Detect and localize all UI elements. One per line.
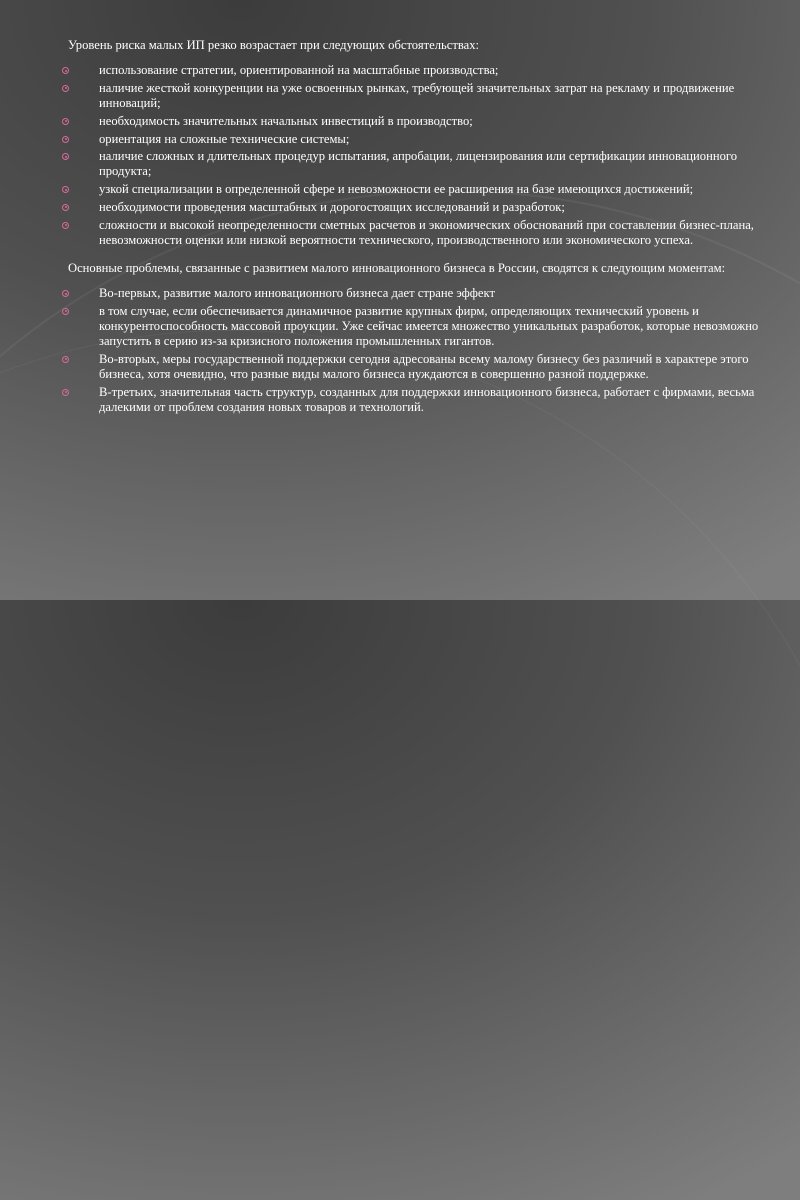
bullet-icon	[62, 356, 69, 363]
list-item-text: наличие жесткой конкуренции на уже освоенных рынках, требующей значительных затрат на рекламу и продвижение инноваций;	[99, 80, 735, 111]
problems-heading: Основные проблемы, связанные с развитием малого инновационного бизнеса в России, сводятся к следующим моментам:	[68, 260, 726, 275]
list-item	[60, 218, 768, 248]
list-item	[60, 352, 768, 382]
list-item-text: в том случае, если обеспечивается динамичное развитие крупных фирм, определяющих технический уровень и конкурентоспособность массовой проукции. Уже сейчас имеется множество уникальных разработок, которые невозможно запустить в серию из-за кризисного положения промышленных гигантов.	[99, 303, 759, 349]
bullet-icon	[62, 389, 69, 396]
list-item	[60, 149, 768, 179]
list-item-text: В-третьих, значительная часть структур, созданных для поддержки инновационного бизнеса, работает с фирмами, весьма далекими от проблем создания новых товаров и технологий.	[99, 384, 755, 415]
list-item	[60, 304, 768, 350]
bullet-icon	[62, 67, 69, 74]
list-item-text: необходимость значительных начальных инвестиций в производство;	[99, 113, 473, 128]
list-item-text: Во-первых, развитие малого инновационного бизнеса дает стране эффект	[99, 286, 495, 301]
bullet-icon	[62, 153, 69, 160]
list-item	[60, 63, 768, 78]
risk-factors-list	[60, 63, 768, 248]
list-item	[60, 132, 768, 147]
list-item	[60, 385, 768, 415]
bullet-icon	[62, 136, 69, 143]
list-item-text: использование стратегии, ориентированной на масштабные производства;	[99, 63, 499, 78]
problems-list	[60, 286, 768, 415]
bullet-icon	[62, 222, 69, 229]
list-item	[60, 182, 768, 197]
bullet-icon	[62, 308, 69, 315]
list-item-text: необходимости проведения масштабных и дорогостоящих исследований и разработок;	[99, 199, 565, 214]
bullet-icon	[62, 118, 69, 125]
list-item-text: ориентация на сложные технические системы;	[99, 131, 350, 146]
list-item-text: Во-вторых, меры государственной поддержки сегодня адресованы всему малому бизнесу без различий в характере этого бизнеса, хотя очевидно, что разные виды малого бизнеса нуждаются в совершенно разной поддержке.	[99, 351, 749, 382]
bullet-icon	[62, 85, 69, 92]
risk-heading: Уровень риска малых ИП резко возрастает при следующих обстоятельствах:	[68, 38, 480, 52]
list-item	[60, 286, 768, 301]
list-item-text: сложности и высокой неопределенности сметных расчетов и экономических обоснований при составлении бизнес-плана, невозможности оценки или низкой вероятности технического, производственного или экономического успеха.	[99, 217, 754, 247]
bullet-icon	[62, 290, 69, 297]
list-item	[60, 81, 768, 111]
list-item-text: наличие сложных и длительных процедур испытания, апробации, лицензирования или сертификации инновационного продукта;	[99, 149, 738, 179]
bullet-icon	[62, 204, 69, 211]
slide-content	[60, 38, 768, 427]
background-arc	[0, 330, 800, 1200]
bullet-icon	[62, 186, 69, 193]
list-item	[60, 200, 768, 215]
list-item	[60, 114, 768, 129]
list-item-text: узкой специализации в определенной сфере и невозможности ее расширения на базе имеющихся достижений;	[99, 182, 694, 197]
